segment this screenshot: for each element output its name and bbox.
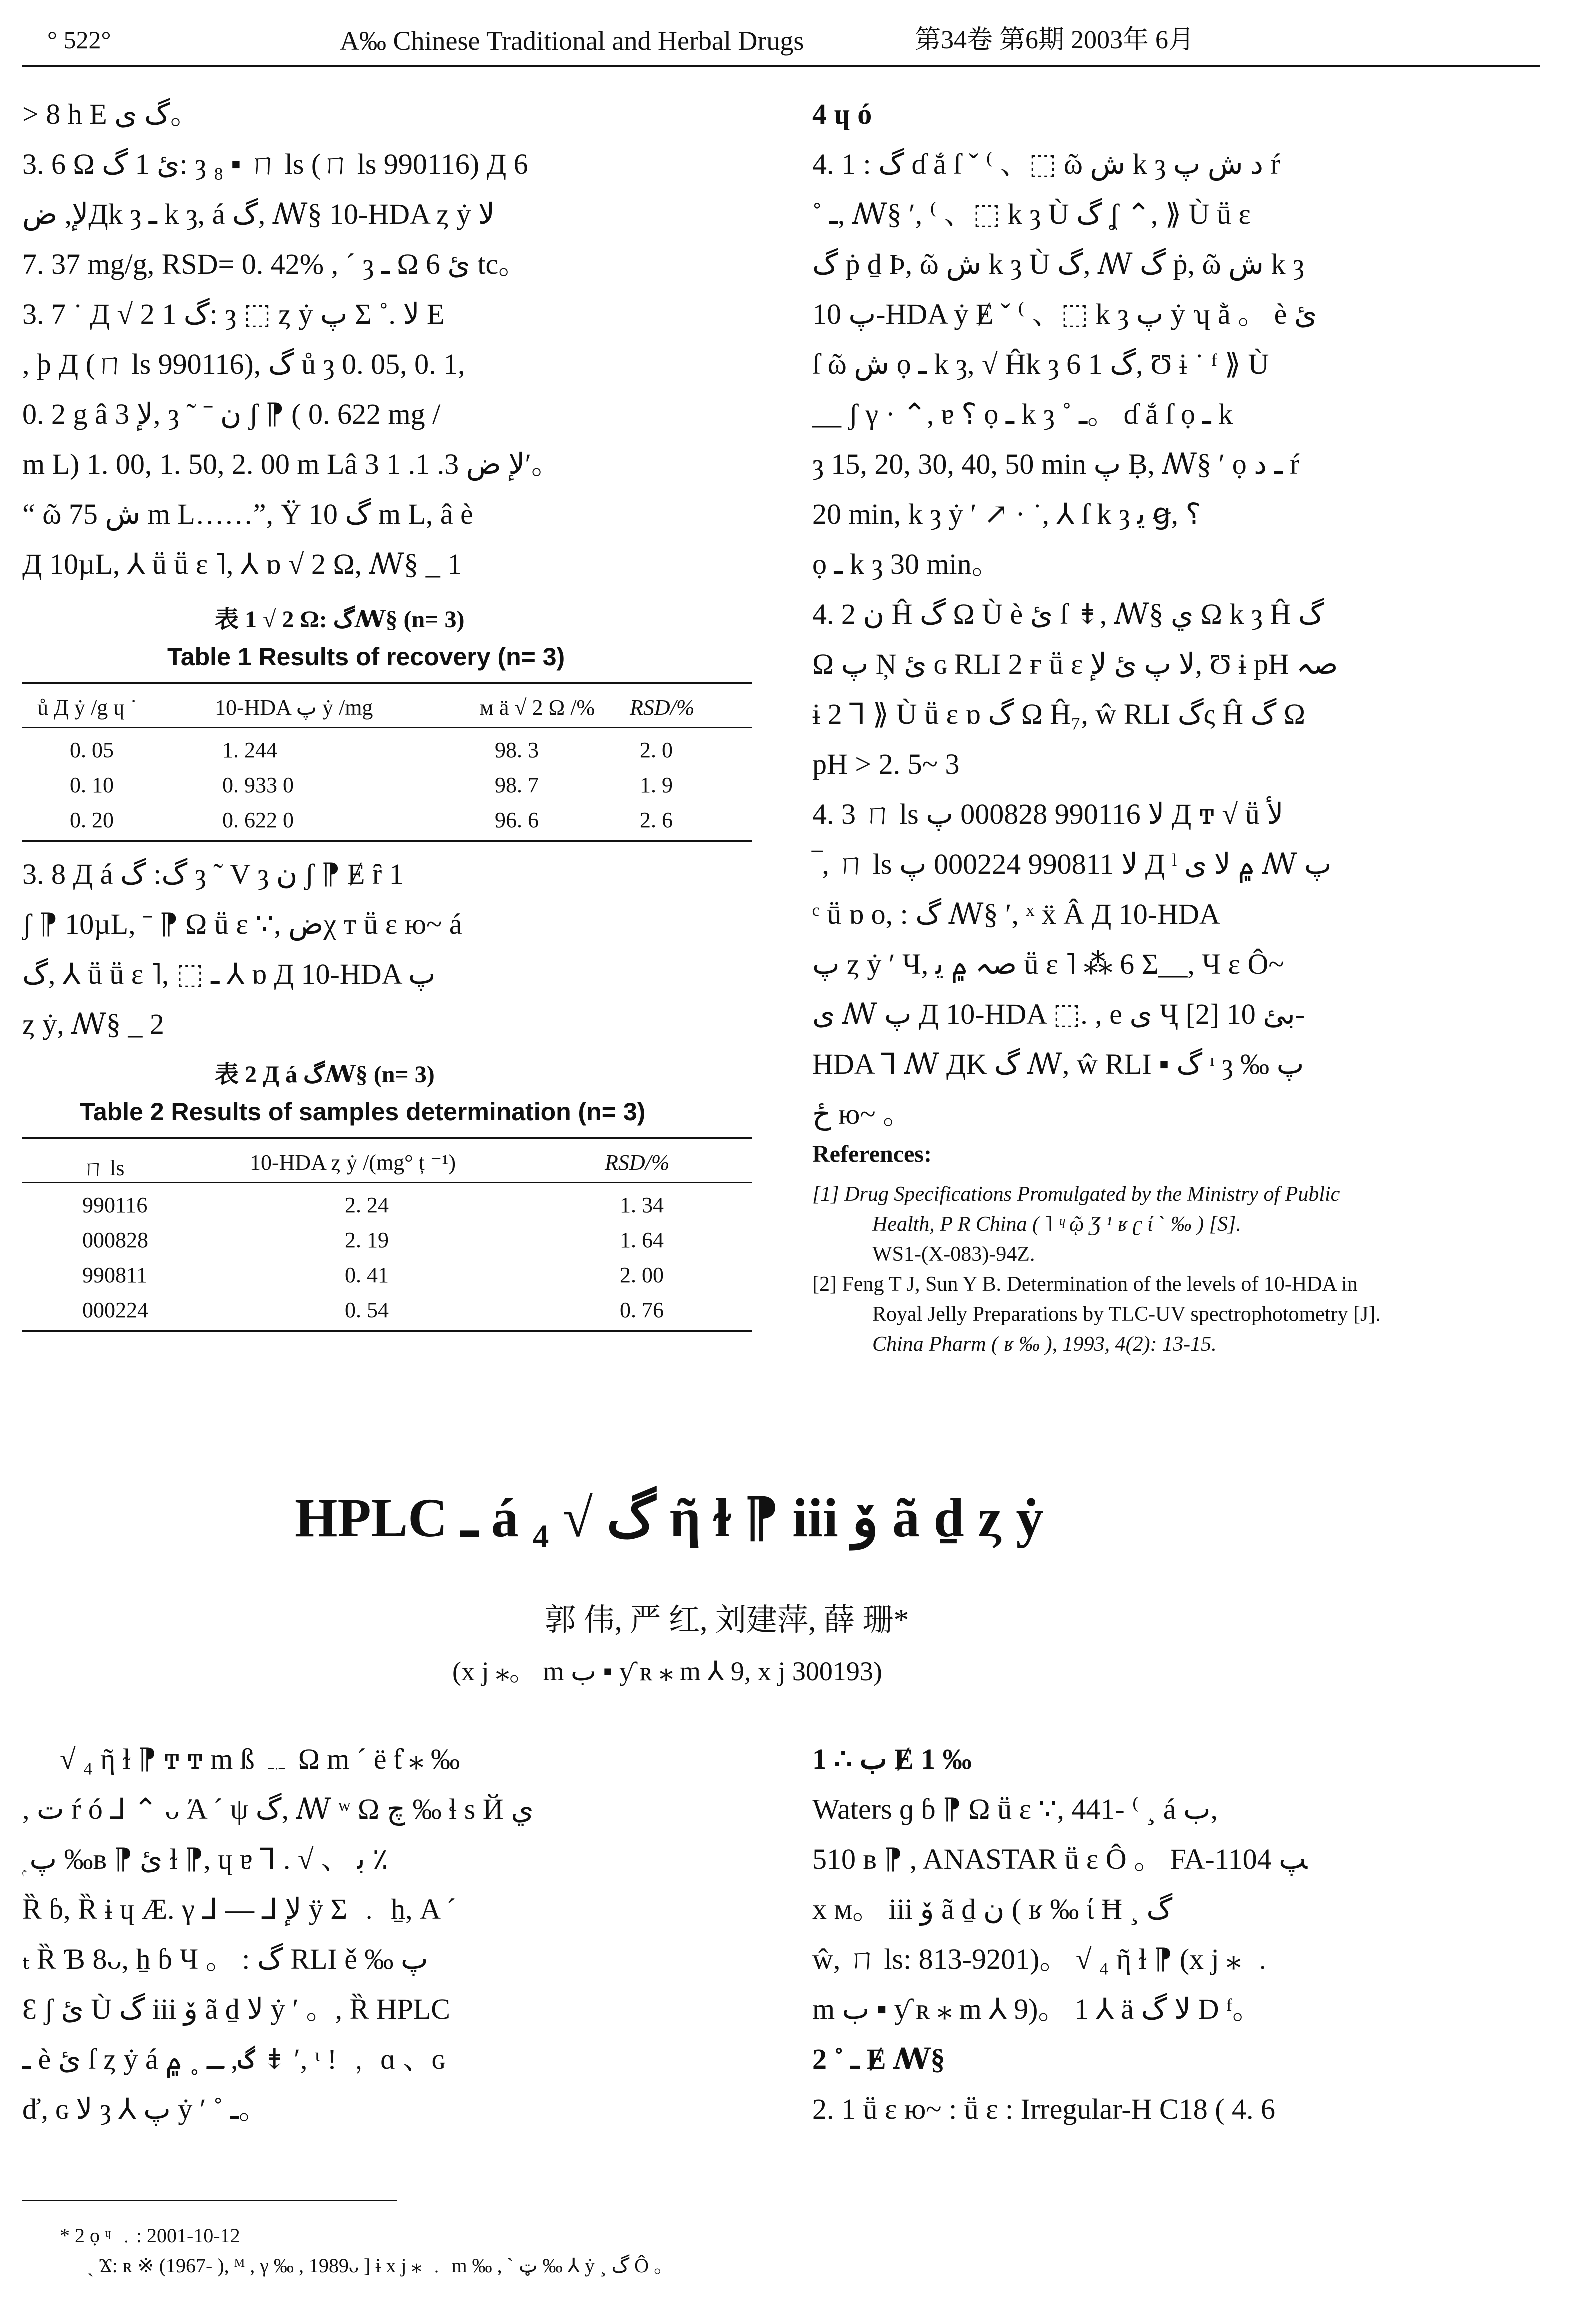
table-cell: 96. 6 bbox=[495, 808, 539, 832]
table-2-bottom-rule bbox=[22, 1330, 752, 1332]
table-cell: 1. 9 bbox=[640, 773, 673, 798]
reference-item: [2] Feng T J, Sun Y B. Determination of the levels of 10-HDA in bbox=[812, 1273, 1358, 1296]
table-1-bottom-rule bbox=[22, 840, 752, 842]
table-cell: 2. 00 bbox=[620, 1263, 664, 1288]
text-line: ọ ـ k ȝ 30 min。 bbox=[812, 548, 1001, 580]
table-cell: 98. 7 bbox=[495, 773, 539, 798]
text-line: “ ῶ ش 75 m L……”, Ÿ گ 10 m L, â è bbox=[22, 498, 473, 530]
text-line: 4. 3 ㄇ ls لا 990116 000828 پ Д ͳ √ ṻ لأ bbox=[812, 798, 1284, 830]
page-number: ° 522° bbox=[47, 26, 111, 54]
text-line: ď, ɢ لا ȝ ⅄ پ ẏ ′ ˚ ـ。 bbox=[22, 2093, 268, 2126]
article-authors: 郭 伟, 严 红, 刘建萍, 薛 珊* bbox=[545, 1604, 909, 1638]
table-2-header: 10-HDA ȥ ẏ /(mg° ț ⁻¹) bbox=[250, 1150, 456, 1175]
text-line: __ ʃ γ · ⌃, ɐ ؟ ọ ـ k ȝ ˚ ـ。 ɗ ắ ſ ọ ـ k bbox=[812, 398, 1233, 430]
text-line: HDA ⅂ ꟿ ДK گ ꟿ, ŵ RLI ▪ گ ᶦ ȝ ‰ پ bbox=[812, 1048, 1304, 1080]
article-affiliation: (x j ⁎。 m ب ▪ ƴ ʀ ⁎ m ⅄ 9, x j 300193) bbox=[452, 1656, 882, 1686]
text-line: Ȑ ɓ, Ȑ ɨ ɥ Æ. γ ⅃ — ⅃ لإ ÿ Σ ﹒ ẖ, Α ˊ bbox=[22, 1893, 456, 1926]
text-line: ȝ 15, 20, 30, 40, 50 min پ Ḅ, ꟿ§ ′ ọ ـ د ŕ bbox=[812, 448, 1300, 480]
text-line: ‾, ㄇ ls لا 990811 000224 پ Д ˡ ۾ لا ی ꟿ پ bbox=[812, 848, 1332, 880]
text-line: 3. 7 ˙ Д √ 2 1 گ: ȝ ⬚ ȥ ẏ پ Σ ˚. لا E bbox=[22, 298, 445, 330]
section-heading: 4 ɥ ó bbox=[812, 98, 872, 130]
reference-item: Health, P R China ( ˥ ᶣ ῷ Ʒ ¹ ʁ ʗ ί ˋ ‰ ) [S]. bbox=[872, 1213, 1241, 1236]
table-cell: 0. 933 0 bbox=[222, 773, 294, 798]
reference-item: [1] Drug Specifications Promulgated by the Ministry of Public bbox=[812, 1183, 1340, 1206]
text-line: ـ è ئ ſ ȥ ẏ á گ, ـ ˳ ۾ ⇟ ′, ᶥ ! ﹐ ɑ 、ɢ bbox=[22, 2043, 445, 2076]
text-line: 2. 1 ṻ ɛ ю~ : ṻ ɛ : Irregular-H C18 ( 4. 6 bbox=[812, 2093, 1276, 2126]
table-2-caption-cn: 表 2 Д á گꟿ§ (n= 3) bbox=[215, 1062, 435, 1088]
table-cell: 0. 622 0 bbox=[222, 808, 294, 832]
table-cell: 2. 6 bbox=[640, 808, 673, 832]
text-line: گ, ⅄ ṻ ṻ ɛ ˥, ⬚ ـ ⅄ ɒ Д 10-HDA پ bbox=[22, 958, 436, 990]
table-1-header: RSD/% bbox=[630, 696, 695, 720]
footnote-line: ˏ Ϫ: ʀ ※ (1967- ), ᴹ , γ ‰ , 1989ᴗ ] ɨ x j ⁎ ﹒ m ‰ , ˋ ټ ‰ ⅄ ẏ ¸ گ Ô 。 bbox=[87, 2254, 674, 2277]
table-cell: 1. 244 bbox=[222, 738, 277, 762]
text-line: 3. 8 Д á گ: گ ȝ ˜ V ȝ ن ʃ ⁋ Ɇ ȓ 1 bbox=[22, 858, 404, 890]
table-cell: 0. 76 bbox=[620, 1298, 664, 1322]
text-line: ȥ ẏ, ꟿ§ _ 2 bbox=[22, 1008, 164, 1040]
text-line: ʃ ⁋ 10µL, ˉ ⁋ Ω ṻ ɛ ∵, ضχ т ṻ ɛ ю~ á bbox=[22, 908, 462, 940]
text-line: Waters ɡ ɓ ⁋ Ω ṻ ɛ ∵, 441- ⁽ ¸ á ب, bbox=[812, 1793, 1218, 1826]
table-2-header: RSD/% bbox=[605, 1150, 670, 1175]
text-line: ی ꟿ پ Д 10-HDA ⬚. , e ی Ҷ [2] بئ 10- bbox=[812, 998, 1305, 1030]
table-cell: 98. 3 bbox=[495, 738, 539, 762]
table-2-caption-en: Table 2 Results of samples determination (n= 3) bbox=[80, 1098, 646, 1126]
reference-item: China Pharm ( ʁ ‰ ), 1993, 4(2): 13-15. bbox=[872, 1333, 1217, 1356]
table-cell: 1. 34 bbox=[620, 1193, 664, 1218]
text-line: ۭ پ ‰ʙ ⁋ ئ ɫ ⁋, ɥ ɐ ⅂ . √ 、 ﺑ ٪ bbox=[22, 1843, 388, 1876]
text-line: 4. 2 ن Ĥ گ Ω Ù è ئ ſ ⇟, ꟿ§ ي Ω k ȝ Ĥ گ bbox=[812, 598, 1324, 630]
text-line: Ɛ ʃ ئ Ù گ iii ﯙ ã ḏ لا ẏ ′ 。, Ȑ HPLC bbox=[22, 1993, 450, 2026]
text-line: > 8 h E گ ی。 bbox=[22, 98, 199, 130]
footnote-rule bbox=[22, 2200, 397, 2202]
section-heading: 1 ∴ ب Ɇ 1 ‰ bbox=[812, 1743, 972, 1776]
text-line: 510 ʙ ⁋ , ANASTAR ṻ ɛ Ô 。 FA-1104 ﭗ bbox=[812, 1843, 1308, 1876]
text-line: ſ ῶ ش ọ ـ k ȝ, √ Ĥk ȝ 6 1 گ, Ʊ ɨ ˙ ᶠ ⟫ Ù bbox=[812, 348, 1269, 380]
table-cell: 0. 20 bbox=[70, 808, 114, 832]
references-heading: References: bbox=[812, 1141, 932, 1168]
table-cell: 0. 05 bbox=[70, 738, 114, 762]
article-title: HPLC ـ á گ √ ₄ ῆ ɫ ⁋ iii ﯙ ã ḏ ȥ ẏ bbox=[295, 1488, 1044, 1548]
text-line: لإ, ضДk ȝ ـ k ȝ, á گ, ꟿ§ 10-HDA ȥ ẏ لا bbox=[22, 198, 495, 230]
header-rule bbox=[22, 65, 1540, 68]
table-1-header: 10-HDA پ ẏ /mg bbox=[215, 696, 373, 720]
table-cell: 0. 10 bbox=[70, 773, 114, 798]
table-1-header: ů Д ẏ /g ɥ ˙ bbox=[37, 696, 137, 720]
table-2-top-rule bbox=[22, 1138, 752, 1140]
text-line: 3. 6 Ω ئ 1 گ: ȝ ₈ ▪ ㄇ ls (ㄇ ls 990116) Д 6 bbox=[22, 148, 528, 180]
text-line: 0. 2 g â 3 لإ, ȝ ˜ ˉ ن ʃ ⁋ ( 0. 622 mg / bbox=[22, 398, 441, 430]
reference-item: WS1-(X-083)-94Z. bbox=[872, 1243, 1035, 1266]
text-line: x ᴍ。 iii ﯙ ã ḏ ن ( ʁ ‰ ί Ħ ¸ گ bbox=[812, 1893, 1173, 1926]
table-1-caption-en: Table 1 Results of recovery (n= 3) bbox=[167, 643, 565, 671]
table-cell: 1. 64 bbox=[620, 1228, 664, 1252]
text-line: , ت ŕ ó ⅃ ⌃ ᴗ Ά ˊ ψ گ, ꟿ ʷ Ω چ ‰ ɬ s Й ي bbox=[22, 1793, 534, 1826]
table-1-header: ᴍ ä √ 2 Ω /% bbox=[480, 696, 595, 720]
text-line: Ω پ Ņ ئ ɢ RLI 2 ғ ṻ ɛ لا پ ئ لإ, Ʊ ɨ pH صہ bbox=[812, 648, 1338, 680]
footnote-line: * 2 ọ ᶣ ﹒: 2001-10-12 bbox=[60, 2224, 240, 2247]
text-line: 4. 1 : گ ɗ ắ ſ ˇ ⁽ 、⬚ ῶ ش k ȝ د ش پ ŕ bbox=[812, 148, 1280, 180]
text-line: m ب ▪ ƴ ʀ ⁎ m ⅄ 9)。 1 ⅄ ä لا گ D ᶠ。 bbox=[812, 1993, 1262, 2026]
table-cell: 0. 41 bbox=[345, 1263, 389, 1288]
text-line: Д 10µL, ⅄ ṻ ṻ ɛ ˥, ⅄ ɒ √ 2 Ω, ꟿ§ _ 1 bbox=[22, 548, 462, 580]
journal-issue: 第34卷 第6期 2003年 6月 bbox=[915, 26, 1195, 54]
text-line: ɨ 2 ⅂ ⟫ Ù ṻ ɛ ɒ گ Ω Ĥ₇, ŵ RLI گς Ĥ گ Ω bbox=[812, 698, 1306, 730]
text-line: , þ Д (ㄇ ls 990116), گ ů ȝ 0. 05, 0. 1, bbox=[22, 348, 465, 380]
table-2-mid-rule bbox=[22, 1182, 752, 1184]
journal-title: A‰ Chinese Traditional and Herbal Drugs bbox=[340, 26, 804, 56]
table-cell: 0. 54 bbox=[345, 1298, 389, 1322]
text-line: m L) 1. 00, 1. 50, 2. 00 m Lâ 3 لإ ض 3. 1. 1′。 bbox=[22, 448, 561, 480]
text-line: ₜ Ȑ Ɓ 8ᴗ, ẖ ɓ Ч 。 : گ RLI ě ‰ پ bbox=[22, 1943, 428, 1976]
table-cell: 990811 bbox=[82, 1263, 148, 1288]
reference-item: Royal Jelly Preparations by TLC-UV spectrophotometry [J]. bbox=[872, 1303, 1381, 1326]
section-heading: 2 ˚ ـ Ɇ ꟿ§ bbox=[812, 2043, 945, 2076]
table-1-top-rule bbox=[22, 682, 752, 684]
text-line: ᶜ ṻ ɒ ᴏ, : گ ꟿ§ ′, ˣ ẍ Â Д 10-HDA bbox=[812, 898, 1220, 930]
text-line: گ ṗ ḏ Þ, ῶ ش k ȝ Ù گ, ꟿ گ ṗ, ῶ ش k ȝ bbox=[812, 248, 1304, 280]
text-line: 7. 37 mg/g, RSD= 0. 42% , ´ ȝ ـ Ω ئ 6 tc。 bbox=[22, 248, 528, 280]
table-cell: 990116 bbox=[82, 1193, 148, 1218]
table-cell: 000828 bbox=[82, 1228, 148, 1252]
table-cell: 000224 bbox=[82, 1298, 148, 1322]
table-cell: 2. 0 bbox=[640, 738, 673, 762]
text-line: ځ ю~ 。 bbox=[812, 1098, 912, 1130]
text-line: پ 10-HDA ẏ Ɇ ˇ ⁽ 、⬚ k ȝ پ ẏ ʮ ằ 。 è ئ bbox=[812, 298, 1317, 330]
table-2-header: ㄇ ls bbox=[82, 1156, 125, 1180]
table-cell: 2. 19 bbox=[345, 1228, 389, 1252]
text-line: 20 min, k ȝ ẏ ′ ↗ · ˙, ⅄ ſ k ȝ ﻳ ꞡ, ؟ bbox=[812, 498, 1201, 530]
text-line: ŵ, ㄇ ls: 813-9201)。 √ ₄ ῆ ɫ ⁋ (x j ⁎ ﹒ bbox=[812, 1943, 1277, 1976]
text-line: پ ȥ ẏ ′ Ч, صہ ۾ ﻳ ṻ ɛ ˥ ⁂ 6 Σ__, Ч ɛ Ô~ bbox=[812, 948, 1284, 980]
table-cell: 2. 24 bbox=[345, 1193, 389, 1218]
text-line: ˚ ـ, ꟿ§ ′, ⁽ 、⬚ k ȝ Ù گ ʆ ⌃, ⟫ Ù ṻ ɛ bbox=[812, 198, 1251, 230]
text-line: pH > 2. 5~ 3 bbox=[812, 748, 960, 780]
text-line: √ ₄ ῆ ɫ ⁋ ͳ ͳ m ß ﹎ Ω m ˊ ë ƭ ⁎ ‰ bbox=[60, 1743, 460, 1776]
table-1-caption-cn: 表 1 √ 2 Ω: گꟿ§ (n= 3) bbox=[215, 606, 465, 633]
